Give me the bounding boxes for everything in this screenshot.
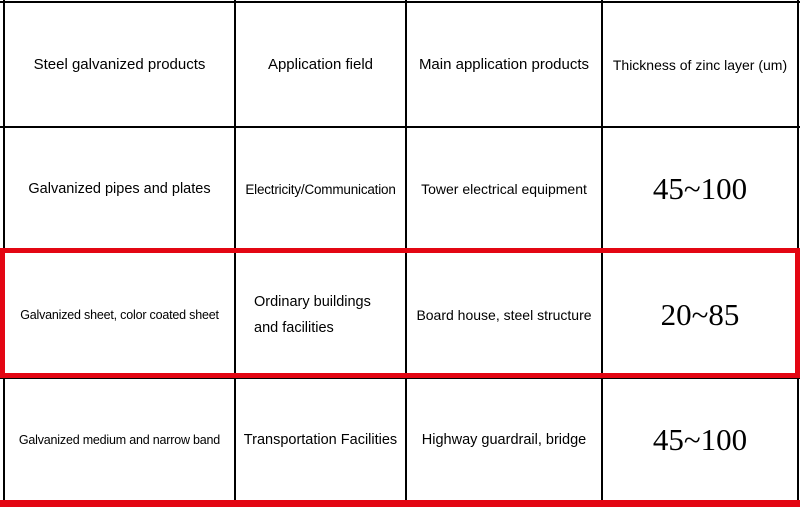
- cell-product: Galvanized pipes and plates: [28, 181, 211, 197]
- header-cell-main-products: Main application products: [418, 56, 590, 73]
- cell-main-products: Tower electrical equipment: [421, 181, 587, 197]
- cell-main-products: Board house, steel structure: [416, 307, 592, 323]
- highlight-frame-bottom: [0, 500, 800, 507]
- header-cell-product: Steel galvanized products: [33, 56, 206, 73]
- cell-field-line: Ordinary buildings: [254, 294, 371, 310]
- cell-field: Electricity/Communication: [245, 181, 396, 197]
- header-cell-thickness: Thickness of zinc layer (um): [612, 56, 788, 73]
- cell-field: Transportation Facilities: [243, 431, 398, 448]
- cell-field-line: and facilities: [254, 320, 334, 336]
- cell-thickness: 20~85: [660, 297, 740, 332]
- cell-thickness: 45~100: [652, 171, 748, 206]
- cell-product: Galvanized sheet, color coated sheet: [20, 308, 219, 322]
- highlight-frame: [0, 248, 800, 378]
- cell-main-products: Highway guardrail, bridge: [421, 431, 587, 448]
- header-cell-field: Application field: [267, 56, 374, 73]
- cell-product: Galvanized medium and narrow band: [18, 432, 221, 447]
- cell-thickness: 45~100: [652, 421, 748, 457]
